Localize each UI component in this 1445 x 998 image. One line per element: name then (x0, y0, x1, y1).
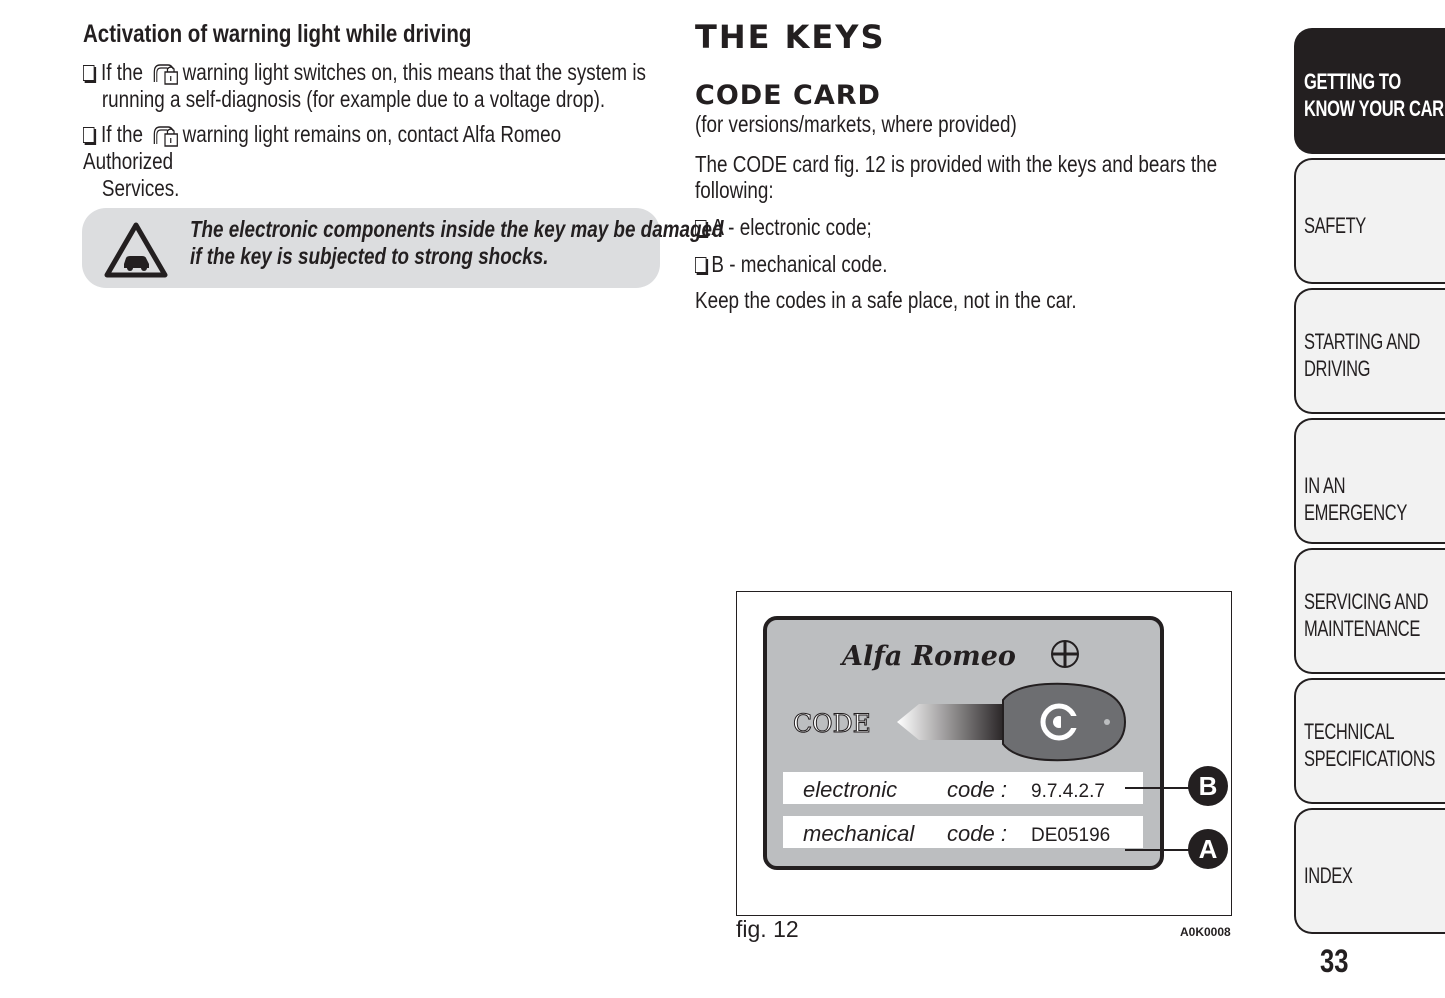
page-number: 33 (1320, 943, 1349, 979)
brand-logo-text: Alfa Romeo (842, 641, 1016, 672)
bullet-item (83, 121, 649, 202)
callout-a (1188, 829, 1228, 869)
intro-text-continued: following: (695, 177, 774, 203)
list-item-text: B - mechanical code. (711, 251, 888, 277)
electronic-code-value: 9.7.4.2.7 (1031, 781, 1105, 802)
key-blade-arrow (897, 704, 1007, 740)
tab-starting-and-driving[interactable] (1294, 288, 1445, 414)
warning-triangle-icon (104, 222, 168, 278)
svg-text:A: A (1198, 834, 1218, 864)
tab-label: SERVICING AND MAINTENANCE (1304, 589, 1429, 641)
alfa-romeo-emblem-icon (1052, 641, 1078, 667)
code-card-figure (736, 591, 1232, 916)
list-item (695, 251, 888, 278)
bullet-prefix: If the (101, 59, 143, 85)
tab-in-an-emergency[interactable] (1294, 418, 1445, 544)
bullet-text-continued: running a self-diagnosis (for example due to a voltage drop). (101, 86, 606, 112)
tab-label: STARTING AND DRIVING (1304, 329, 1420, 381)
figure-caption: fig. 12 (736, 916, 799, 942)
mechanical-code-value: DE05196 (1031, 825, 1111, 846)
sub-title: CODE CARD (695, 80, 881, 111)
tab-label: IN AN EMERGENCY (1304, 473, 1407, 525)
bullet-prefix: If the (101, 121, 143, 147)
mechanical-label: mechanical (803, 821, 915, 846)
code-label: CODE (793, 709, 871, 738)
intro-text: The CODE card fig. 12 is provided with the keys and bears the (695, 151, 1218, 177)
mechanical-code-label: code : (947, 821, 1007, 846)
immobilizer-warning-lamp-icon (152, 60, 180, 86)
tab-label: SAFETY (1304, 213, 1366, 238)
code-card-illustration (737, 592, 1231, 915)
list-item (695, 214, 872, 241)
warning-line: if the key is subjected to strong shocks. (190, 243, 549, 269)
warning-text (190, 216, 723, 270)
bullet-text: warning light switches on, this means that the system is (182, 59, 646, 85)
electronic-label: electronic (803, 777, 898, 802)
immobilizer-warning-lamp-icon (152, 122, 180, 148)
section-heading: Activation of warning light while driving (83, 20, 472, 48)
closing-text: Keep the codes in a safe place, not in the car. (695, 287, 1077, 313)
bullet-text-continued: Services. (101, 175, 180, 201)
warning-callout (82, 208, 724, 288)
svg-text:B: B (1198, 771, 1218, 801)
tab-label: INDEX (1304, 863, 1353, 888)
checkbox-bullet-icon (695, 220, 706, 236)
figure-reference-code: A0K0008 (1180, 925, 1231, 939)
checkbox-bullet-icon (83, 65, 94, 81)
bullet-text: warning light remains on, contact Alfa Romeo Authorized (83, 121, 562, 174)
warning-line: The electronic components inside the key may be damaged (190, 216, 724, 242)
list-item-text: A - electronic code; (711, 214, 872, 240)
electronic-code-label: code : (947, 777, 1007, 802)
page-title: THE KEYS (695, 18, 886, 56)
tab-technical-specifications[interactable] (1294, 678, 1445, 804)
tab-getting-to-know-your-car[interactable] (1294, 28, 1445, 154)
tab-label: GETTING TO KNOW YOUR CAR (1304, 69, 1444, 121)
checkbox-bullet-icon (83, 127, 94, 143)
sub-title-note: (for versions/markets, where provided) (695, 111, 1017, 137)
tab-index[interactable] (1294, 808, 1445, 934)
checkbox-bullet-icon (695, 257, 706, 273)
tab-safety[interactable] (1294, 158, 1445, 284)
tab-label: TECHNICAL SPECIFICATIONS (1304, 719, 1436, 771)
callout-b (1188, 766, 1228, 806)
tab-servicing-and-maintenance[interactable] (1294, 548, 1445, 674)
bullet-item (83, 59, 649, 113)
